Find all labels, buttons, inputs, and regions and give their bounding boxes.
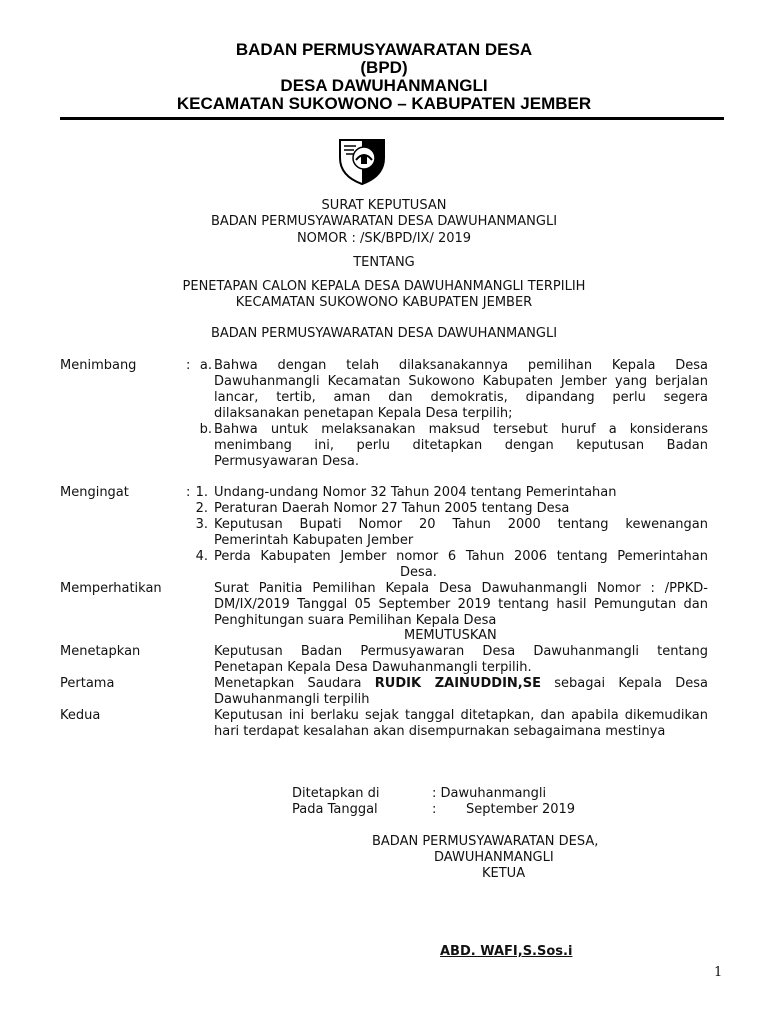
mengingat-3-number: 3.: [195, 517, 208, 532]
mengingat-item-1: Undang-undang Nomor 32 Tahun 2004 tentang Pemerintahan: [214, 485, 617, 500]
pertama-line-1: [214, 676, 708, 692]
subject-line-1: PENETAPAN CALON KEPALA DESA DAWUHANMANGLI TERPILIH: [182, 279, 586, 294]
kedua-line-1: Keputusan ini berlaku sejak tanggal ditetapkan, dan apabila dikemudikan: [214, 708, 708, 723]
menimbang-a-line-1: Bahwa dengan telah dilaksanakannya pemilihan Kepala Desa: [214, 358, 708, 373]
menimbang-a-line-3: lancar, tertib, aman dan demokratis, dipandang perlu segera: [214, 390, 708, 405]
memperhatikan-line-3: Penghitungan suara Pemilihan Kepala Desa: [214, 613, 497, 628]
signature-role: KETUA: [482, 866, 526, 881]
menetapkan-line-1: Keputusan Badan Permusyawaran Desa Dawuhanmangli tentang: [214, 644, 708, 659]
mengingat-item-4-line-2: Desa.: [400, 565, 437, 580]
header-line-4: KECAMATAN SUKOWONO – KABUPATEN JEMBER: [176, 94, 592, 113]
signature-org-line-1: BADAN PERMUSYAWARATAN DESA,: [372, 834, 599, 849]
menimbang-b-line-3: Permusyawaran Desa.: [214, 454, 359, 469]
doc-type: SURAT KEPUTUSAN: [321, 198, 447, 213]
pertama-post-text: sebagai Kepala Desa: [540, 676, 708, 691]
memperhatikan-label: Memperhatikan: [60, 581, 162, 596]
mengingat-item-4-line-1: Perda Kabupaten Jember nomor 6 Tahun 2006 tentang Pemerintahan: [214, 549, 708, 564]
mengingat-label: Mengingat: [60, 485, 129, 500]
memperhatikan-line-1: Surat Panitia Pemilihan Kepala Desa Dawuhanmangli Nomor : /PPKD-: [214, 581, 708, 596]
issuer-repeat: BADAN PERMUSYAWARATAN DESA DAWUHANMANGLI: [210, 326, 558, 341]
mengingat-1-number: 1.: [195, 485, 208, 500]
menetapkan-label: Menetapkan: [60, 644, 141, 659]
menimbang-b-number: b.: [199, 422, 212, 437]
page-number: 1: [714, 965, 723, 980]
date-label: Pada Tanggal: [292, 802, 378, 817]
issuer: BADAN PERMUSYAWARATAN DESA DAWUHANMANGLI: [210, 214, 558, 229]
pertama-line-2: Dawuhanmangli terpilih: [214, 692, 370, 707]
mengingat-item-3-line-2: Pemerintah Kabupaten Jember: [214, 533, 414, 548]
mengingat-4-number: 4.: [195, 549, 208, 564]
menimbang-a-line-4: dilaksanakan penetapan Kepala Desa terpilih;: [214, 406, 513, 421]
header-line-2: (BPD): [360, 58, 408, 77]
kedua-line-2: hari terdapat kesalahan akan disempurnakan sebagaimana mestinya: [214, 724, 666, 739]
menetapkan-line-2: Penetapan Kepala Desa Dawuhanmangli terpilih.: [214, 660, 532, 675]
date-value: September 2019: [466, 802, 576, 817]
subject-line-2: KECAMATAN SUKOWONO KABUPATEN JEMBER: [235, 295, 533, 310]
place-value: : Dawuhanmangli: [432, 786, 547, 801]
mengingat-2-number: 2.: [195, 501, 208, 516]
pertama-label: Pertama: [60, 676, 115, 691]
date-colon: :: [432, 802, 437, 817]
place-label: Ditetapkan di: [292, 786, 380, 801]
header-rule: [60, 117, 724, 120]
pertama-pre-text: Menetapkan Saudara: [214, 676, 375, 691]
menimbang-colon: :: [186, 358, 191, 373]
about-label: TENTANG: [353, 255, 415, 270]
mengingat-item-2: Peraturan Daerah Nomor 27 Tahun 2005 tentang Desa: [214, 501, 570, 516]
menimbang-b-line-2: menimbang ini, perlu ditetapkan dengan keputusan Badan: [214, 438, 708, 453]
menimbang-label: Menimbang: [60, 358, 137, 373]
elected-head-name: RUDIK ZAINUDDIN,SE: [374, 676, 541, 691]
menimbang-a-line-2: Dawuhanmangli Kecamatan Sukowono Kabupaten Jember yang berjalan: [214, 374, 708, 389]
mengingat-colon: :: [186, 485, 191, 500]
kedua-label: Kedua: [60, 708, 101, 723]
doc-number: NOMOR : /SK/BPD/IX/ 2019: [296, 231, 472, 246]
district-emblem-icon: [334, 136, 390, 186]
header-line-3: DESA DAWUHANMANGLI: [280, 76, 488, 95]
header-line-1: BADAN PERMUSYAWARATAN DESA: [235, 40, 533, 59]
signer-name: ABD. WAFI,S.Sos.i: [440, 944, 573, 959]
signature-org-line-2: DAWUHANMANGLI: [434, 850, 554, 865]
memperhatikan-line-2: DM/IX/2019 Tanggal 05 September 2019 tentang hasil Pemungutan dan: [214, 597, 708, 612]
menimbang-a-number: a.: [199, 358, 212, 373]
mengingat-item-3-line-1: Keputusan Bupati Nomor 20 Tahun 2000 tentang kewenangan: [214, 517, 708, 532]
menimbang-b-line-1: Bahwa untuk melaksanakan maksud tersebut huruf a konsiderans: [214, 422, 708, 437]
memutuskan-heading: MEMUTUSKAN: [404, 628, 497, 643]
